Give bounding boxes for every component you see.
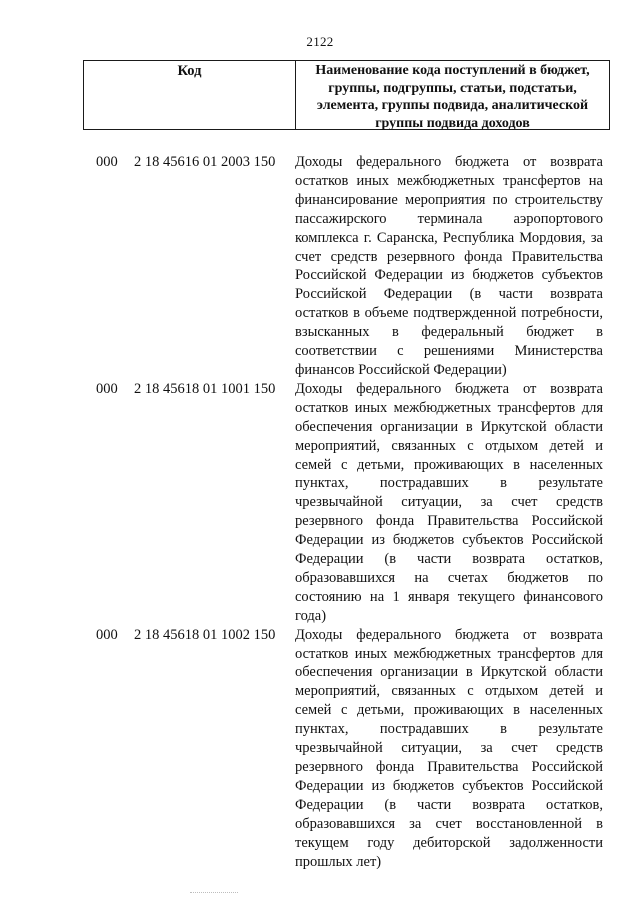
admin-code: 000 bbox=[96, 154, 118, 170]
admin-code: 000 bbox=[96, 380, 118, 397]
table-header bbox=[83, 60, 610, 130]
revenue-description: Доходы федерального бюджета от возврата остатков иных межбюджетных трансфертов для обеспечения организации в Иркутской области мероприятий, связанных с отдыхом детей и семей с детьми, проживающих в населенных пунктах, пострадавших в результате чрезвычайной ситуации, за счет средств резервного фонда Правительства Российской Федерации из бюджетов субъектов Российской Федерации (в части возврата остатков, образовавшихся за счет восстановленной в текущем году дебиторской задолженности прошлых лет) bbox=[295, 626, 603, 870]
revenue-code: 2 18 45618 01 1001 150 bbox=[134, 380, 276, 397]
page-number: 2122 bbox=[306, 34, 334, 49]
revenue-description: Доходы федерального бюджета от возврата остатков иных межбюджетных трансфертов для обеспечения организации в Иркутской области мероприятий, связанных с отдыхом детей и семей с детьми, проживающих в населенных пунктах, пострадавших в результате чрезвычайной ситуации, за счет средств резервного фонда Правительства Российской Федерации из бюджетов субъектов Российской Федерации (в части возврата остатков, образовавшихся на счетах бюджетов по состоянию на 1 января текущего финансового года) bbox=[295, 380, 603, 624]
revenue-code-list bbox=[0, 153, 640, 871]
table-row bbox=[0, 626, 640, 872]
revenue-description: Доходы федерального бюджета от возврата остатков иных межбюджетных трансфертов на финансирование мероприятия по строительству пассажирского терминала аэропортового комплекса г. Саранска, Республика Мордовия, за счет средств резервного фонда Правительства Российской Федерации из бюджетов субъектов Российской Федерации (в части возврата остатков в объеме подтвержденной потребности, взысканных в федеральный бюджет в соответствии с решениями Министерства финансов Российской Федерации) bbox=[295, 154, 603, 378]
admin-code: 000 bbox=[96, 626, 118, 643]
scan-artifact-divider bbox=[190, 892, 238, 894]
header-code-label: Код bbox=[84, 61, 296, 129]
table-row bbox=[0, 380, 640, 626]
header-name-label: Наименование кода поступлений в бюджет, группы, подгруппы, статьи, подстатьи, элемента, группы подвида, аналитической группы подвида доходов bbox=[315, 63, 590, 131]
revenue-code: 2 18 45618 01 1002 150 bbox=[134, 626, 276, 643]
revenue-code: 2 18 45616 01 2003 150 bbox=[134, 154, 276, 170]
table-row bbox=[0, 153, 640, 380]
